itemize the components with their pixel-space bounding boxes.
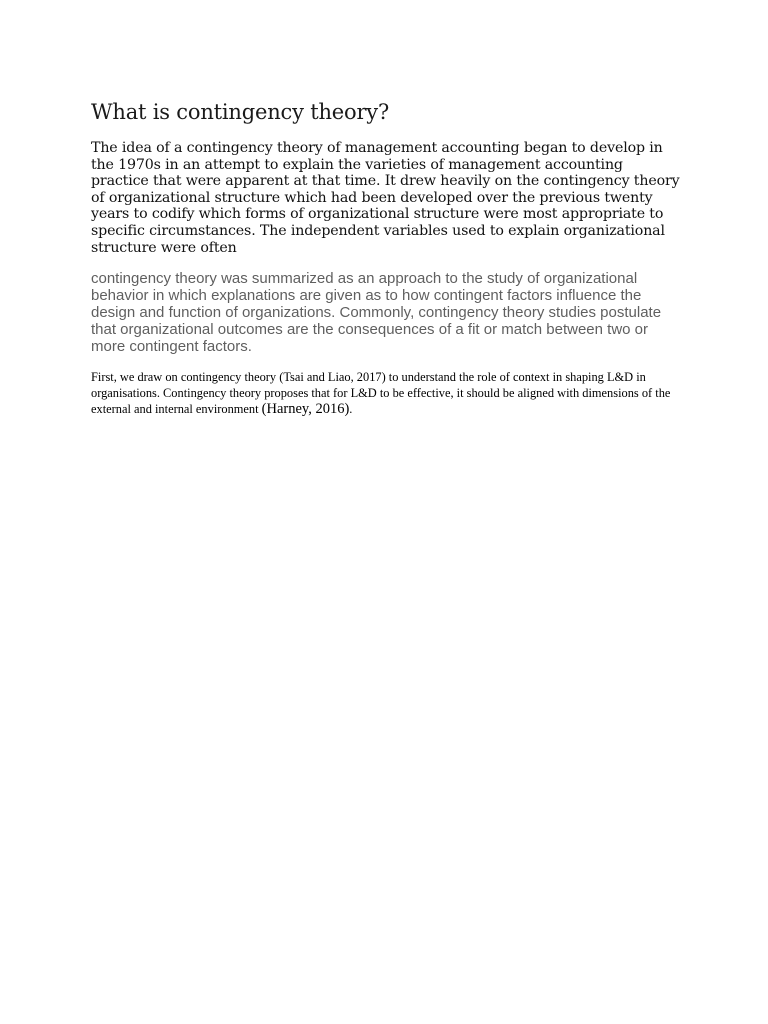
- document-content: [91, 98, 681, 417]
- paragraph-ld: [91, 369, 681, 417]
- paragraph-summary: contingency theory was summarized as an approach to the study of organizational behavior in which explanations are given as to how contingent factors influence the design and function of organizations. Commonly, contingency theory studies postulate that organizational outcomes are the consequences of a fit or match between two or more contingent factors.: [91, 270, 662, 356]
- paragraph-ld-end: .: [349, 402, 353, 417]
- paragraph-ld-text: First, we draw on contingency theory (Tsai and Liao, 2017) to understand the role of context in shaping L&D in organisations. Contingency theory proposes that for L&D to be effective, it should be aligned with dimensions of the external and internal environment: [91, 370, 671, 417]
- paragraph-intro: The idea of a contingency theory of management accounting began to develop in the 1970s in an attempt to explain the varieties of management accounting practice that were apparent at that time. It drew heavily on the contingency theory of organizational structure which had been developed over the previous twenty years to codify which forms of organizational structure were most appropriate to specific circumstances. The independent variables used to explain organizational structure were often: [91, 140, 680, 256]
- page-title: What is contingency theory?: [91, 100, 390, 124]
- citation-harney: (Harney, 2016): [261, 401, 350, 418]
